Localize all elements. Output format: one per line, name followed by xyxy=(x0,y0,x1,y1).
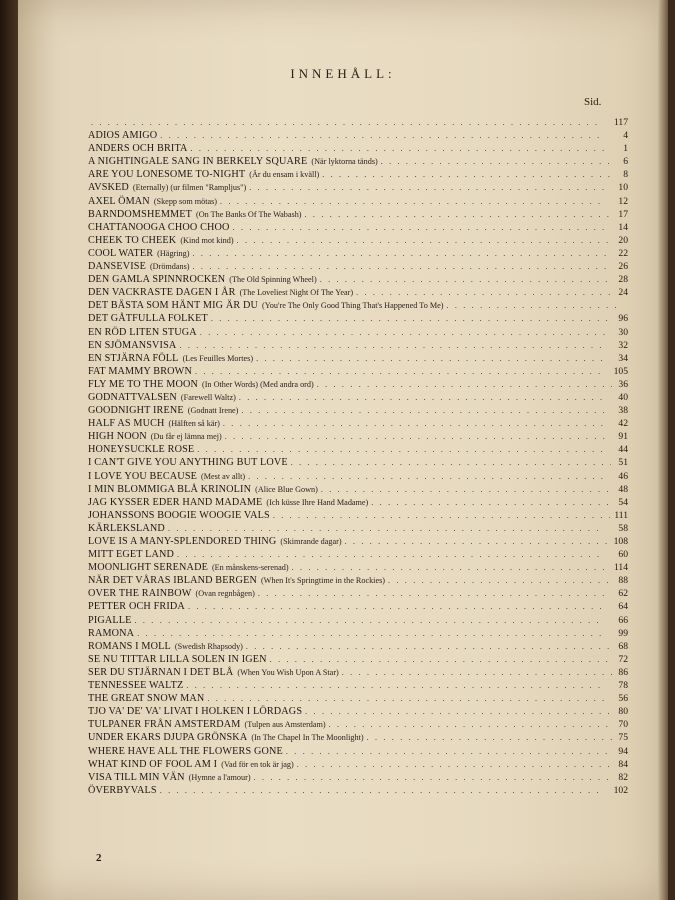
toc-entry-page: 40 xyxy=(618,391,628,403)
dot-leader xyxy=(195,365,606,378)
toc-entry-title: TENNESSEE WALTZ xyxy=(88,680,184,692)
table-of-contents xyxy=(88,116,628,797)
toc-entry-title: BARNDOMSHEMMET xyxy=(88,208,192,220)
toc-entry-title: AVSKED xyxy=(88,182,129,194)
toc-entry-page: 14 xyxy=(618,221,628,233)
toc-entry-subtitle: (Du får ej lämna mej) xyxy=(150,432,222,442)
dot-leader xyxy=(188,600,606,613)
dot-leader xyxy=(273,509,610,522)
dot-leader xyxy=(168,522,605,535)
toc-entry-title: ADIOS AMIGO xyxy=(88,130,158,142)
toc-entry-title: EN SJÖMANSVISA xyxy=(88,339,177,351)
toc-entry-title: WHAT KIND OF FOOL AM I xyxy=(88,758,218,770)
toc-entry xyxy=(88,299,628,312)
toc-entry-page: 56 xyxy=(618,693,628,705)
toc-entry xyxy=(88,509,628,522)
dot-leader xyxy=(137,627,604,640)
toc-entry-page: 86 xyxy=(618,666,628,678)
toc-entry-title: A NIGHTINGALE SANG IN BERKELY SQUARE xyxy=(88,156,308,168)
dot-leader xyxy=(239,391,608,404)
dot-leader xyxy=(241,404,608,417)
dot-leader xyxy=(237,234,609,247)
toc-entry-page: 60 xyxy=(618,549,628,561)
toc-entry-title: SE NU TITTAR LILLA SOLEN IN IGEN xyxy=(88,653,267,665)
toc-entry-title: PETTER OCH FRIDA xyxy=(88,601,185,613)
dot-leader xyxy=(342,666,613,679)
toc-entry-subtitle: (Swedish Rhapsody) xyxy=(174,641,243,651)
toc-entry-subtitle: (The Old Spinning Wheel) xyxy=(229,275,317,285)
toc-entry xyxy=(88,587,628,600)
dot-leader xyxy=(345,535,611,548)
toc-entry-page: 82 xyxy=(618,771,628,783)
toc-entry xyxy=(88,247,628,260)
toc-entry-title: CHEEK TO CHEEK xyxy=(88,234,177,246)
toc-entry-title: ANDERS OCH BRITA xyxy=(88,143,188,155)
dot-leader xyxy=(320,273,612,286)
toc-entry-page: 12 xyxy=(618,195,628,207)
dot-leader xyxy=(371,496,614,509)
dot-leader xyxy=(356,286,613,299)
toc-entry-page: 1 xyxy=(623,143,628,155)
toc-entry xyxy=(88,561,628,574)
dot-leader xyxy=(193,260,607,273)
dot-leader xyxy=(91,116,602,129)
toc-entry-subtitle: (In The Chapel In The Moonlight) xyxy=(251,733,364,743)
dot-leader xyxy=(297,758,611,771)
toc-entry xyxy=(88,483,628,496)
toc-entry xyxy=(88,600,628,613)
toc-entry-subtitle: (When It's Springtime in the Rockies) xyxy=(260,576,385,586)
toc-entry xyxy=(88,731,628,744)
dot-leader xyxy=(197,443,606,456)
toc-entry xyxy=(88,745,628,758)
toc-entry-page: 54 xyxy=(618,496,628,508)
toc-entry xyxy=(88,181,628,194)
toc-entry-title: EN STJÄRNA FÖLL xyxy=(88,352,179,364)
toc-entry-page: 105 xyxy=(613,365,628,377)
toc-entry-page: 10 xyxy=(618,182,628,194)
toc-entry-page: 36 xyxy=(618,378,628,390)
dot-leader xyxy=(249,181,608,194)
toc-entry-subtitle: (Les Feuilles Mortes) xyxy=(182,353,254,363)
toc-entry-title: RAMONA xyxy=(88,627,135,639)
toc-entry-subtitle: (When You Wish Upon A Star) xyxy=(237,667,339,677)
toc-entry xyxy=(88,417,628,430)
toc-entry-title: ÖVERBYVALS xyxy=(88,784,157,796)
toc-entry-title: VISA TILL MIN VÄN xyxy=(88,771,185,783)
dot-leader xyxy=(211,312,607,325)
page-edge xyxy=(658,0,668,900)
toc-entry xyxy=(88,456,628,469)
toc-entry-subtitle: (Är du ensam i kväll) xyxy=(249,170,320,180)
toc-entry-title: MITT EGET LAND xyxy=(88,549,175,561)
toc-entry-title: UNDER EKARS DJUPA GRÖNSKA xyxy=(88,732,248,744)
book-gutter xyxy=(0,0,18,900)
dot-leader xyxy=(305,705,611,718)
toc-entry-title: JAG KYSSER EDER HAND MADAME xyxy=(88,496,263,508)
dot-leader xyxy=(225,430,608,443)
dot-leader xyxy=(322,168,612,181)
toc-entry-subtitle: (Farewell Waltz) xyxy=(180,392,236,402)
toc-entry xyxy=(88,692,628,705)
toc-entry xyxy=(88,640,628,653)
toc-entry xyxy=(88,705,628,718)
toc-entry xyxy=(88,404,628,417)
toc-entry-title: JOHANSSONS BOOGIE WOOGIE VALS xyxy=(88,509,270,521)
toc-entry-subtitle: (Skimrande dagar) xyxy=(280,537,342,546)
toc-entry-page: 99 xyxy=(618,627,628,639)
dot-leader xyxy=(258,587,609,600)
toc-entry-page: 96 xyxy=(618,313,628,325)
toc-entry-subtitle: (När lyktorna tänds) xyxy=(311,157,378,167)
dot-leader xyxy=(160,784,605,797)
toc-entry-subtitle: (You're The Only Good Thing That's Happened To Me) xyxy=(261,301,444,311)
toc-entry-title: COOL WATER xyxy=(88,247,154,259)
toc-entry xyxy=(88,116,628,129)
toc-entry-subtitle: (Vad för en tok är jag) xyxy=(221,759,294,769)
toc-entry xyxy=(88,221,628,234)
dot-leader xyxy=(367,731,614,744)
dot-leader xyxy=(177,548,606,561)
dot-leader xyxy=(233,221,608,234)
toc-entry xyxy=(88,195,628,208)
dot-leader xyxy=(317,378,612,391)
toc-entry-page: 51 xyxy=(618,457,628,469)
dot-leader xyxy=(446,299,617,312)
toc-entry-page: 64 xyxy=(618,601,628,613)
dot-leader xyxy=(192,247,606,260)
toc-entry-page: 62 xyxy=(618,588,628,600)
toc-entry-page: 94 xyxy=(618,745,628,757)
toc-entry xyxy=(88,614,628,627)
toc-entry-subtitle: (Godnatt Irene) xyxy=(187,406,239,416)
toc-entry xyxy=(88,208,628,221)
toc-entry-title: KÄRLEKSLAND xyxy=(88,522,165,534)
toc-entry-subtitle: (Hägring) xyxy=(157,248,190,258)
dot-leader xyxy=(223,417,608,430)
dot-leader xyxy=(256,352,609,365)
toc-entry-title: ROMANS I MOLL xyxy=(88,640,171,652)
toc-entry-subtitle: (Eternally) (ur filmen "Rampljus") xyxy=(132,183,247,193)
toc-entry-page: 8 xyxy=(623,169,628,181)
toc-entry-page: 114 xyxy=(613,562,628,574)
toc-entry-page: 102 xyxy=(613,784,628,796)
toc-entry-title: DEN VACKRASTE DAGEN I ÅR xyxy=(88,287,236,299)
toc-entry-title: DEN GAMLA SPINNROCKEN xyxy=(88,274,226,286)
toc-entry-title: GOODNIGHT IRENE xyxy=(88,405,184,417)
toc-entry-title: DANSEVISE xyxy=(88,261,146,273)
toc-entry-page: 84 xyxy=(618,758,628,770)
toc-entry-subtitle: (On The Banks Of The Wabash) xyxy=(196,209,302,219)
toc-entry-title: CHATTANOOGA CHOO CHOO xyxy=(88,221,230,233)
toc-entry-title: ARE YOU LONESOME TO-NIGHT xyxy=(88,169,246,181)
toc-entry-page: 117 xyxy=(613,117,628,128)
toc-entry xyxy=(88,339,628,352)
toc-entry xyxy=(88,273,628,286)
dot-leader xyxy=(381,155,615,168)
toc-entry-title: MOONLIGHT SERENADE xyxy=(88,562,208,574)
toc-entry-page: 48 xyxy=(618,483,628,495)
toc-entry-title: TULPANER FRÅN AMSTERDAM xyxy=(88,719,241,731)
toc-entry-page: 111 xyxy=(614,509,628,521)
toc-entry xyxy=(88,312,628,325)
toc-entry-page: 58 xyxy=(618,522,628,534)
toc-entry xyxy=(88,352,628,365)
toc-entry-title: I CAN'T GIVE YOU ANYTHING BUT LOVE xyxy=(88,457,288,469)
toc-entry xyxy=(88,234,628,247)
toc-entry-title: HALF AS MUCH xyxy=(88,418,165,430)
toc-entry-page: 17 xyxy=(618,208,628,220)
toc-entry xyxy=(88,784,628,797)
toc-entry-page: 46 xyxy=(618,470,628,482)
toc-entry-page: 70 xyxy=(618,719,628,731)
toc-entry-subtitle: (En månskens-serenad) xyxy=(211,563,289,573)
toc-entry xyxy=(88,286,628,299)
toc-entry xyxy=(88,627,628,640)
toc-entry-subtitle: (Skepp som mötas) xyxy=(153,196,218,206)
dot-leader xyxy=(248,470,609,483)
toc-entry xyxy=(88,679,628,692)
toc-entry-title: EN RÖD LITEN STUGA xyxy=(88,326,197,338)
toc-entry-title: FLY ME TO THE MOON xyxy=(88,378,198,390)
toc-entry xyxy=(88,142,628,155)
dot-leader xyxy=(186,679,606,692)
toc-entry-page: 72 xyxy=(618,653,628,665)
toc-entry-subtitle: (Tulpen aus Amsterdam) xyxy=(244,720,326,730)
toc-entry-title: FAT MAMMY BROWN xyxy=(88,365,192,377)
toc-entry-page: 22 xyxy=(618,247,628,259)
toc-entry xyxy=(88,771,628,784)
toc-entry xyxy=(88,443,628,456)
toc-entry-page: 26 xyxy=(618,261,628,273)
toc-entry-title: I MIN BLOMMIGA BLÅ KRINOLIN xyxy=(88,483,252,495)
dot-leader xyxy=(321,483,612,496)
toc-entry-title: TJO VA' DE' VA' LIVAT I HOLKEN I LÖRDAGS xyxy=(88,706,303,718)
toc-entry xyxy=(88,430,628,443)
toc-entry-subtitle: (Ich küsse Ihre Hand Madame) xyxy=(266,497,369,507)
dot-leader xyxy=(246,640,609,653)
toc-entry-page: 42 xyxy=(618,418,628,430)
toc-entry xyxy=(88,522,628,535)
toc-entry-page: 4 xyxy=(623,130,628,142)
book-page xyxy=(18,0,668,900)
dot-leader xyxy=(270,653,610,666)
page-number: 2 xyxy=(96,852,102,864)
dot-leader xyxy=(135,614,604,627)
dot-leader xyxy=(286,745,610,758)
toc-entry-title: OVER THE RAINBOW xyxy=(88,588,192,600)
toc-entry-title: I LOVE YOU BECAUSE xyxy=(88,470,198,482)
toc-entry-subtitle: (In Other Words) (Med andra ord) xyxy=(201,379,314,389)
toc-entry-title: HONEYSUCKLE ROSE xyxy=(88,444,195,456)
toc-entry xyxy=(88,653,628,666)
dot-leader xyxy=(329,718,613,731)
toc-entry xyxy=(88,666,628,679)
toc-entry-page: 68 xyxy=(618,640,628,652)
toc-entry-title: THE GREAT SNOW MAN xyxy=(88,693,205,705)
dot-leader xyxy=(207,692,607,705)
toc-entry-page: 66 xyxy=(618,614,628,626)
toc-entry-page: 32 xyxy=(618,339,628,351)
toc-entry xyxy=(88,326,628,339)
toc-entry-title: LOVE IS A MANY-SPLENDORED THING xyxy=(88,536,277,547)
toc-entry-subtitle: (The Loveliest Night Of The Year) xyxy=(239,288,354,298)
toc-entry-title: SER DU STJÄRNAN I DET BLÅ xyxy=(88,666,234,678)
toc-entry-title: DET BÄSTA SOM HÄNT MIG ÄR DU xyxy=(88,300,258,312)
toc-entry xyxy=(88,470,628,483)
toc-entry-subtitle: (Ovan regnbågen) xyxy=(195,589,255,599)
toc-entry-title: HIGH NOON xyxy=(88,431,147,443)
toc-entry-subtitle: (Mest av allt) xyxy=(201,471,246,481)
toc-entry-page: 78 xyxy=(618,680,628,692)
toc-entry-title: GODNATTVALSEN xyxy=(88,391,177,403)
dot-leader xyxy=(388,574,615,587)
toc-entry xyxy=(88,496,628,509)
dot-leader xyxy=(254,771,609,784)
toc-entry-page: 75 xyxy=(618,732,628,744)
dot-leader xyxy=(220,195,607,208)
toc-entry-title: DET GÅTFULLA FOLKET xyxy=(88,313,208,325)
toc-entry-page: 80 xyxy=(618,706,628,718)
toc-entry xyxy=(88,155,628,168)
toc-entry xyxy=(88,260,628,273)
toc-entry-subtitle: (Kind mot kind) xyxy=(180,235,234,245)
toc-entry xyxy=(88,129,628,142)
toc-entry-subtitle: (Alice Blue Gown) xyxy=(255,484,318,494)
toc-entry-page: 44 xyxy=(618,444,628,456)
dot-leader xyxy=(200,326,607,339)
toc-entry xyxy=(88,365,628,378)
dot-leader xyxy=(305,208,612,221)
toc-entry-subtitle: (Hälften så kär) xyxy=(168,419,220,429)
toc-entry-page: 108 xyxy=(613,536,628,547)
toc-entry-title: NÄR DET VÅRAS IBLAND BERGEN xyxy=(88,575,257,587)
toc-entry-page: 34 xyxy=(618,352,628,364)
dot-leader xyxy=(191,142,607,155)
dot-leader xyxy=(291,456,611,469)
toc-entry-title: WHERE HAVE ALL THE FLOWERS GONE xyxy=(88,745,283,757)
page-title: INNEHÅLL: xyxy=(290,66,396,81)
dot-leader xyxy=(160,129,605,142)
toc-entry xyxy=(88,535,628,548)
dot-leader xyxy=(292,561,611,574)
toc-entry-subtitle: (Drömdans) xyxy=(149,262,190,272)
toc-entry-page: 30 xyxy=(618,326,628,338)
toc-entry-subtitle: (Hymne a l'amour) xyxy=(188,772,251,782)
toc-entry-page: 6 xyxy=(623,156,628,168)
toc-entry-page: 24 xyxy=(618,287,628,299)
toc-entry xyxy=(88,548,628,561)
toc-entry-title: AXEL ÖMAN xyxy=(88,195,150,207)
toc-entry-page: 28 xyxy=(618,274,628,286)
toc-entry xyxy=(88,378,628,391)
toc-entry-page: 38 xyxy=(618,405,628,417)
page-column-label: Sid. xyxy=(584,96,602,108)
toc-entry-page: 91 xyxy=(618,431,628,443)
toc-entry xyxy=(88,168,628,181)
toc-entry-title: PIGALLE xyxy=(88,614,132,626)
toc-entry xyxy=(88,718,628,731)
toc-entry xyxy=(88,391,628,404)
dot-leader xyxy=(179,339,605,352)
toc-entry xyxy=(88,574,628,587)
toc-entry xyxy=(88,758,628,771)
toc-entry-page: 20 xyxy=(618,234,628,246)
toc-entry-page: 88 xyxy=(618,575,628,587)
